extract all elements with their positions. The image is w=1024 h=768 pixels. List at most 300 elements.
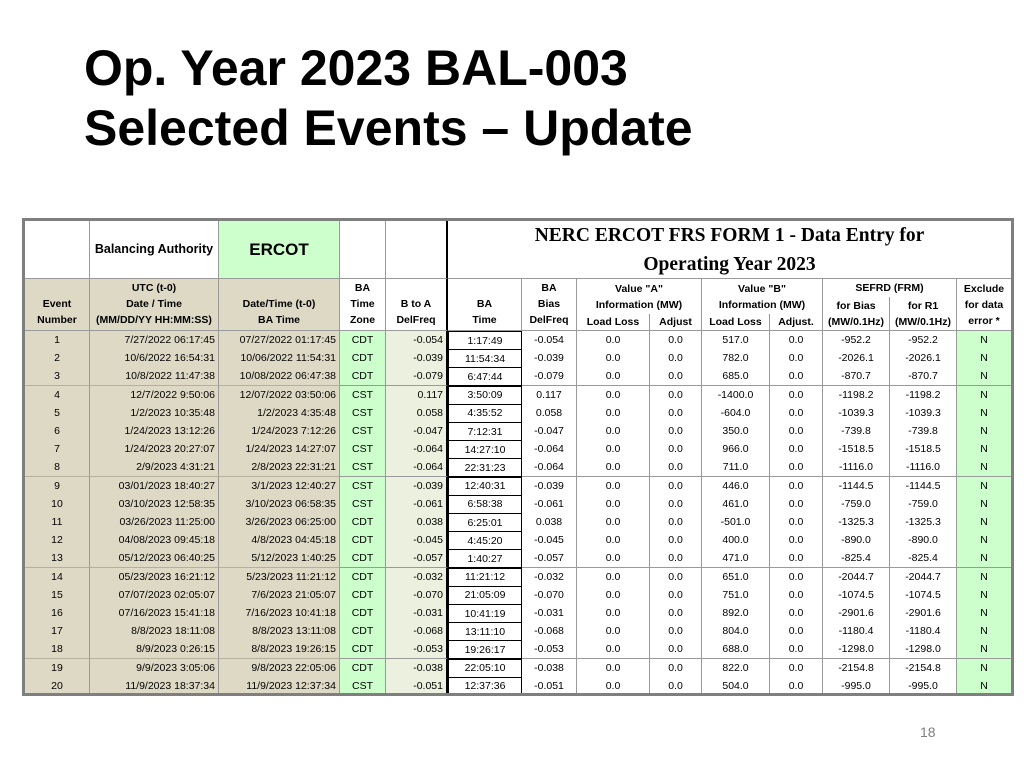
table-cell-local: 9/8/2023 22:05:06 xyxy=(219,659,340,678)
time-zone-header xyxy=(340,279,386,331)
table-cell-b_load: 966.0 xyxy=(702,440,770,459)
blank-header-cell xyxy=(386,221,448,279)
table-cell-batime: 1:40:27 xyxy=(448,549,522,568)
table-cell-bias: -0.038 xyxy=(522,659,577,678)
header-line: DelFreq xyxy=(529,314,569,326)
table-cell-tz: CDT xyxy=(340,604,386,623)
table-cell-exclude: N xyxy=(957,458,1012,477)
table-cell-utc: 7/27/2022 06:17:45 xyxy=(90,331,219,350)
header-line: Information (MW) xyxy=(595,299,683,311)
table-cell-btoa: -0.068 xyxy=(386,622,448,641)
table-cell-a_load: 0.0 xyxy=(577,477,650,496)
table-cell-tz: CDT xyxy=(340,349,386,368)
table-cell-b_adj: 0.0 xyxy=(770,440,823,459)
sefrd-r1-header xyxy=(890,297,957,331)
table-cell-a_load: 0.0 xyxy=(577,367,650,386)
sefrd-bias-header xyxy=(823,297,890,331)
table-cell-b_adj: 0.0 xyxy=(770,458,823,477)
table-cell-btoa: -0.038 xyxy=(386,659,448,678)
table-cell-bias: -0.064 xyxy=(522,458,577,477)
table-cell-a_adj: 0.0 xyxy=(650,586,702,605)
table-cell-event: 2 xyxy=(25,349,90,368)
table-cell-batime: 11:54:34 xyxy=(448,349,522,368)
header-line: BA xyxy=(541,282,557,294)
table-cell-a_adj: 0.0 xyxy=(650,495,702,514)
table-cell-exclude: N xyxy=(957,349,1012,368)
table-cell-sefrd_bias: -739.8 xyxy=(823,422,890,441)
table-cell-b_load: 400.0 xyxy=(702,531,770,550)
table-cell-batime: 1:17:49 xyxy=(448,331,522,350)
table-cell-b_load: 350.0 xyxy=(702,422,770,441)
table-cell-tz: CDT xyxy=(340,622,386,641)
balancing-authority-label-text: Balancing Authority xyxy=(94,242,214,256)
table-cell-local: 11/9/2023 12:37:34 xyxy=(219,677,340,696)
table-cell-sefrd_bias: -1180.4 xyxy=(823,622,890,641)
table-cell-b_adj: 0.0 xyxy=(770,622,823,641)
table-cell-sefrd_bias: -1518.5 xyxy=(823,440,890,459)
table-cell-btoa: -0.051 xyxy=(386,677,448,696)
table-cell-local: 2/8/2023 22:31:21 xyxy=(219,458,340,477)
spreadsheet-image xyxy=(22,218,1014,696)
header-line: UTC (t-0) xyxy=(131,282,177,294)
page-number: 18 xyxy=(920,724,936,740)
table-cell-b_load: 822.0 xyxy=(702,659,770,678)
table-cell-tz: CST xyxy=(340,477,386,496)
table-cell-b_load: 804.0 xyxy=(702,622,770,641)
table-cell-b_adj: 0.0 xyxy=(770,586,823,605)
table-cell-bias: -0.031 xyxy=(522,604,577,623)
header-line: Information (MW) xyxy=(718,299,806,311)
table-cell-btoa: -0.039 xyxy=(386,477,448,496)
table-cell-btoa: -0.045 xyxy=(386,531,448,550)
table-cell-utc: 07/16/2023 15:41:18 xyxy=(90,604,219,623)
table-cell-tz: CST xyxy=(340,386,386,405)
adjust-a-header: Adjust xyxy=(650,314,702,331)
table-cell-local: 8/8/2023 13:11:08 xyxy=(219,622,340,641)
table-cell-a_adj: 0.0 xyxy=(650,422,702,441)
table-cell-a_load: 0.0 xyxy=(577,440,650,459)
table-cell-sefrd_r1: -2026.1 xyxy=(890,349,957,368)
table-cell-batime: 6:25:01 xyxy=(448,513,522,532)
table-cell-b_load: 892.0 xyxy=(702,604,770,623)
table-cell-sefrd_bias: -1074.5 xyxy=(823,586,890,605)
load-loss-a-header: Load Loss xyxy=(577,314,650,331)
table-cell-local: 1/24/2023 7:12:26 xyxy=(219,422,340,441)
table-cell-sefrd_r1: -1180.4 xyxy=(890,622,957,641)
table-cell-a_load: 0.0 xyxy=(577,640,650,659)
table-cell-local: 5/23/2023 11:21:12 xyxy=(219,568,340,587)
table-cell-utc: 8/9/2023 0:26:15 xyxy=(90,640,219,659)
header-line: Date/Time (t-0) xyxy=(242,298,316,310)
table-cell-exclude: N xyxy=(957,604,1012,623)
table-cell-exclude: N xyxy=(957,640,1012,659)
table-cell-batime: 22:05:10 xyxy=(448,659,522,678)
table-cell-utc: 8/8/2023 18:11:08 xyxy=(90,622,219,641)
table-cell-b_adj: 0.0 xyxy=(770,422,823,441)
table-cell-bias: -0.079 xyxy=(522,367,577,386)
header-line: (MW/0.1Hz) xyxy=(895,315,951,328)
header-line: Number xyxy=(37,314,77,326)
table-cell-b_load: 504.0 xyxy=(702,677,770,696)
table-cell-utc: 04/08/2023 09:45:18 xyxy=(90,531,219,550)
table-cell-exclude: N xyxy=(957,586,1012,605)
table-cell-a_adj: 0.0 xyxy=(650,549,702,568)
table-cell-utc: 1/24/2023 13:12:26 xyxy=(90,422,219,441)
table-cell-a_load: 0.0 xyxy=(577,677,650,696)
b-to-a-delfreq-header xyxy=(386,279,448,331)
table-cell-sefrd_bias: -1198.2 xyxy=(823,386,890,405)
table-cell-event: 9 xyxy=(25,477,90,496)
slide-title xyxy=(84,38,693,158)
table-cell-sefrd_bias: -870.7 xyxy=(823,367,890,386)
table-cell-tz: CDT xyxy=(340,549,386,568)
table-cell-exclude: N xyxy=(957,422,1012,441)
table-cell-a_load: 0.0 xyxy=(577,386,650,405)
table-cell-sefrd_r1: -1325.3 xyxy=(890,513,957,532)
table-cell-b_load: 446.0 xyxy=(702,477,770,496)
table-cell-b_adj: 0.0 xyxy=(770,549,823,568)
table-cell-bias: 0.117 xyxy=(522,386,577,405)
table-cell-sefrd_r1: -952.2 xyxy=(890,331,957,350)
table-cell-sefrd_r1: -870.7 xyxy=(890,367,957,386)
table-cell-sefrd_bias: -2044.7 xyxy=(823,568,890,587)
header-line: (MW/0.1Hz) xyxy=(828,315,884,328)
slide-title-line2: Selected Events – Update xyxy=(84,100,693,156)
table-cell-sefrd_bias: -1298.0 xyxy=(823,640,890,659)
table-cell-sefrd_r1: -2154.8 xyxy=(890,659,957,678)
table-cell-event: 16 xyxy=(25,604,90,623)
header-line: BA xyxy=(354,282,371,294)
table-cell-b_load: -1400.0 xyxy=(702,386,770,405)
table-cell-utc: 10/6/2022 16:54:31 xyxy=(90,349,219,368)
table-cell-tz: CDT xyxy=(340,513,386,532)
table-cell-sefrd_r1: -1144.5 xyxy=(890,477,957,496)
table-cell-bias: 0.058 xyxy=(522,404,577,423)
table-cell-batime: 22:31:23 xyxy=(448,458,522,477)
table-cell-sefrd_bias: -952.2 xyxy=(823,331,890,350)
table-cell-btoa: -0.039 xyxy=(386,349,448,368)
table-cell-local: 3/26/2023 06:25:00 xyxy=(219,513,340,532)
table-cell-event: 19 xyxy=(25,659,90,678)
form-title-line1: NERC ERCOT FRS FORM 1 - Data Entry for xyxy=(534,224,925,246)
table-cell-b_adj: 0.0 xyxy=(770,677,823,696)
utc-time-header xyxy=(90,279,219,331)
table-cell-local: 7/6/2023 21:05:07 xyxy=(219,586,340,605)
table-cell-sefrd_r1: -759.0 xyxy=(890,495,957,514)
table-cell-a_load: 0.0 xyxy=(577,549,650,568)
table-cell-exclude: N xyxy=(957,386,1012,405)
ba-time-col-header xyxy=(448,279,522,331)
table-cell-event: 18 xyxy=(25,640,90,659)
table-cell-batime: 6:58:38 xyxy=(448,495,522,514)
event-number-header xyxy=(25,279,90,331)
header-line: Date / Time xyxy=(126,298,182,310)
table-cell-sefrd_bias: -1039.3 xyxy=(823,404,890,423)
table-cell-utc: 03/26/2023 11:25:00 xyxy=(90,513,219,532)
table-cell-b_load: 751.0 xyxy=(702,586,770,605)
table-cell-btoa: -0.053 xyxy=(386,640,448,659)
header-line: DelFreq xyxy=(396,314,436,326)
table-cell-b_load: 782.0 xyxy=(702,349,770,368)
table-cell-tz: CDT xyxy=(340,331,386,350)
table-cell-utc: 05/23/2023 16:21:12 xyxy=(90,568,219,587)
table-cell-b_load: 461.0 xyxy=(702,495,770,514)
table-cell-sefrd_r1: -825.4 xyxy=(890,549,957,568)
table-cell-exclude: N xyxy=(957,659,1012,678)
table-cell-utc: 9/9/2023 3:05:06 xyxy=(90,659,219,678)
sefrd-header: SEFRD (FRM) xyxy=(823,279,957,297)
table-cell-bias: -0.047 xyxy=(522,422,577,441)
table-cell-exclude: N xyxy=(957,677,1012,696)
table-cell-tz: CDT xyxy=(340,586,386,605)
table-cell-batime: 21:05:09 xyxy=(448,586,522,605)
table-cell-utc: 03/10/2023 12:58:35 xyxy=(90,495,219,514)
table-cell-sefrd_bias: -1144.5 xyxy=(823,477,890,496)
table-cell-batime: 3:50:09 xyxy=(448,386,522,405)
table-cell-b_load: 711.0 xyxy=(702,458,770,477)
table-cell-batime: 11:21:12 xyxy=(448,568,522,587)
table-cell-tz: CST xyxy=(340,458,386,477)
table-cell-btoa: -0.061 xyxy=(386,495,448,514)
table-cell-a_load: 0.0 xyxy=(577,513,650,532)
table-cell-exclude: N xyxy=(957,331,1012,350)
table-cell-sefrd_r1: -1116.0 xyxy=(890,458,957,477)
header-line: for Bias xyxy=(836,299,876,312)
header-line: (MM/DD/YY HH:MM:SS) xyxy=(96,314,212,326)
table-cell-sefrd_r1: -2901.6 xyxy=(890,604,957,623)
table-cell-sefrd_bias: -2154.8 xyxy=(823,659,890,678)
table-cell-bias: -0.061 xyxy=(522,495,577,514)
table-cell-a_load: 0.0 xyxy=(577,604,650,623)
table-cell-b_adj: 0.0 xyxy=(770,495,823,514)
table-cell-event: 20 xyxy=(25,677,90,696)
table-cell-tz: CST xyxy=(340,422,386,441)
header-line: Time xyxy=(350,298,375,310)
table-cell-tz: CDT xyxy=(340,640,386,659)
adjust-b-header: Adjust. xyxy=(770,314,823,331)
table-cell-a_load: 0.0 xyxy=(577,568,650,587)
table-cell-sefrd_r1: -739.8 xyxy=(890,422,957,441)
table-cell-b_load: 471.0 xyxy=(702,549,770,568)
table-cell-a_adj: 0.0 xyxy=(650,331,702,350)
table-cell-exclude: N xyxy=(957,513,1012,532)
header-line: error * xyxy=(968,314,1000,327)
table-cell-a_load: 0.0 xyxy=(577,531,650,550)
table-cell-event: 13 xyxy=(25,549,90,568)
table-cell-exclude: N xyxy=(957,622,1012,641)
table-cell-tz: CDT xyxy=(340,367,386,386)
table-cell-a_adj: 0.0 xyxy=(650,440,702,459)
table-cell-local: 4/8/2023 04:45:18 xyxy=(219,531,340,550)
table-cell-bias: -0.070 xyxy=(522,586,577,605)
table-cell-a_adj: 0.0 xyxy=(650,531,702,550)
ba-time-header xyxy=(219,279,340,331)
table-cell-b_adj: 0.0 xyxy=(770,367,823,386)
table-cell-tz: CDT xyxy=(340,531,386,550)
balancing-authority-label xyxy=(90,221,219,279)
table-cell-event: 8 xyxy=(25,458,90,477)
table-cell-sefrd_bias: -2026.1 xyxy=(823,349,890,368)
header-line: Exclude xyxy=(963,282,1005,295)
table-cell-b_adj: 0.0 xyxy=(770,568,823,587)
table-cell-btoa: -0.031 xyxy=(386,604,448,623)
table-cell-btoa: -0.064 xyxy=(386,440,448,459)
table-cell-event: 6 xyxy=(25,422,90,441)
table-cell-batime: 19:26:17 xyxy=(448,640,522,659)
load-loss-b-header: Load Loss xyxy=(702,314,770,331)
header-line: BA xyxy=(476,298,493,310)
header-line: B to A xyxy=(400,298,432,310)
table-cell-event: 15 xyxy=(25,586,90,605)
table-cell-tz: CST xyxy=(340,495,386,514)
table-cell-batime: 12:37:36 xyxy=(448,677,522,696)
table-cell-bias: -0.051 xyxy=(522,677,577,696)
table-cell-bias: -0.032 xyxy=(522,568,577,587)
table-cell-event: 7 xyxy=(25,440,90,459)
table-cell-a_adj: 0.0 xyxy=(650,513,702,532)
table-cell-exclude: N xyxy=(957,404,1012,423)
table-cell-b_adj: 0.0 xyxy=(770,349,823,368)
table-cell-a_load: 0.0 xyxy=(577,458,650,477)
table-cell-bias: -0.068 xyxy=(522,622,577,641)
table-cell-utc: 1/2/2023 10:35:48 xyxy=(90,404,219,423)
table-cell-sefrd_r1: -1074.5 xyxy=(890,586,957,605)
table-cell-exclude: N xyxy=(957,531,1012,550)
table-cell-a_adj: 0.0 xyxy=(650,458,702,477)
table-cell-btoa: -0.047 xyxy=(386,422,448,441)
table-cell-a_adj: 0.0 xyxy=(650,677,702,696)
table-cell-b_adj: 0.0 xyxy=(770,531,823,550)
table-cell-sefrd_r1: -1518.5 xyxy=(890,440,957,459)
table-cell-btoa: -0.057 xyxy=(386,549,448,568)
table-cell-b_adj: 0.0 xyxy=(770,513,823,532)
table-cell-btoa: -0.070 xyxy=(386,586,448,605)
header-line: Time xyxy=(472,314,497,326)
table-cell-sefrd_bias: -825.4 xyxy=(823,549,890,568)
table-cell-btoa: -0.064 xyxy=(386,458,448,477)
table-cell-utc: 03/01/2023 18:40:27 xyxy=(90,477,219,496)
table-cell-b_adj: 0.0 xyxy=(770,640,823,659)
table-cell-btoa: -0.032 xyxy=(386,568,448,587)
table-cell-sefrd_r1: -995.0 xyxy=(890,677,957,696)
table-cell-utc: 05/12/2023 06:40:25 xyxy=(90,549,219,568)
table-cell-a_adj: 0.0 xyxy=(650,367,702,386)
ba-bias-delfreq-header xyxy=(522,279,577,331)
table-cell-bias: -0.039 xyxy=(522,349,577,368)
table-cell-btoa: -0.054 xyxy=(386,331,448,350)
table-cell-a_load: 0.0 xyxy=(577,404,650,423)
table-cell-sefrd_bias: -1116.0 xyxy=(823,458,890,477)
table-cell-event: 11 xyxy=(25,513,90,532)
exclude-header xyxy=(957,279,1012,331)
table-cell-a_load: 0.0 xyxy=(577,659,650,678)
header-line: for R1 xyxy=(907,299,939,312)
table-cell-sefrd_r1: -1039.3 xyxy=(890,404,957,423)
table-cell-local: 1/2/2023 4:35:48 xyxy=(219,404,340,423)
table-cell-bias: -0.064 xyxy=(522,440,577,459)
table-cell-b_adj: 0.0 xyxy=(770,477,823,496)
table-cell-batime: 10:41:19 xyxy=(448,604,522,623)
table-cell-bias: -0.039 xyxy=(522,477,577,496)
table-cell-event: 14 xyxy=(25,568,90,587)
table-cell-exclude: N xyxy=(957,440,1012,459)
table-cell-b_load: -501.0 xyxy=(702,513,770,532)
table-cell-batime: 4:35:52 xyxy=(448,404,522,423)
table-cell-local: 10/08/2022 06:47:38 xyxy=(219,367,340,386)
blank-header-cell xyxy=(340,221,386,279)
table-cell-sefrd_r1: -1198.2 xyxy=(890,386,957,405)
table-cell-btoa: -0.079 xyxy=(386,367,448,386)
table-cell-batime: 6:47:44 xyxy=(448,367,522,386)
table-cell-b_load: 651.0 xyxy=(702,568,770,587)
table-cell-batime: 12:40:31 xyxy=(448,477,522,496)
table-cell-event: 5 xyxy=(25,404,90,423)
table-cell-event: 10 xyxy=(25,495,90,514)
table-cell-b_load: 688.0 xyxy=(702,640,770,659)
table-cell-a_load: 0.0 xyxy=(577,495,650,514)
header-line: Value "A" xyxy=(615,283,663,295)
balancing-authority-value: ERCOT xyxy=(219,221,340,279)
form-title xyxy=(448,221,1012,279)
table-cell-local: 12/07/2022 03:50:06 xyxy=(219,386,340,405)
table-cell-bias: -0.057 xyxy=(522,549,577,568)
table-cell-local: 7/16/2023 10:41:18 xyxy=(219,604,340,623)
table-cell-sefrd_bias: -2901.6 xyxy=(823,604,890,623)
slide-title-line1: Op. Year 2023 BAL-003 xyxy=(84,40,628,96)
header-line: Event xyxy=(42,298,72,310)
table-cell-exclude: N xyxy=(957,477,1012,496)
table-cell-utc: 1/24/2023 20:27:07 xyxy=(90,440,219,459)
form-title-line2: Operating Year 2023 xyxy=(643,253,816,275)
table-cell-local: 3/1/2023 12:40:27 xyxy=(219,477,340,496)
table-cell-a_adj: 0.0 xyxy=(650,349,702,368)
table-cell-bias: 0.038 xyxy=(522,513,577,532)
table-cell-tz: CST xyxy=(340,404,386,423)
header-line: BA Time xyxy=(257,314,300,326)
table-cell-a_adj: 0.0 xyxy=(650,386,702,405)
table-cell-tz: CST xyxy=(340,440,386,459)
table-cell-b_adj: 0.0 xyxy=(770,331,823,350)
table-cell-btoa: 0.058 xyxy=(386,404,448,423)
header-line: Bias xyxy=(537,298,561,310)
header-line: for data xyxy=(964,298,1004,311)
table-cell-a_adj: 0.0 xyxy=(650,659,702,678)
table-cell-btoa: 0.038 xyxy=(386,513,448,532)
table-cell-event: 3 xyxy=(25,367,90,386)
table-cell-b_load: 685.0 xyxy=(702,367,770,386)
table-cell-a_load: 0.0 xyxy=(577,586,650,605)
table-cell-event: 12 xyxy=(25,531,90,550)
table-cell-sefrd_r1: -1298.0 xyxy=(890,640,957,659)
table-cell-a_load: 0.0 xyxy=(577,622,650,641)
table-cell-local: 8/8/2023 19:26:15 xyxy=(219,640,340,659)
blank-header-cell xyxy=(25,221,90,279)
table-cell-a_adj: 0.0 xyxy=(650,604,702,623)
table-cell-sefrd_r1: -890.0 xyxy=(890,531,957,550)
table-cell-sefrd_bias: -1325.3 xyxy=(823,513,890,532)
table-cell-bias: -0.053 xyxy=(522,640,577,659)
table-cell-local: 3/10/2023 06:58:35 xyxy=(219,495,340,514)
table-cell-a_adj: 0.0 xyxy=(650,404,702,423)
table-cell-utc: 11/9/2023 18:37:34 xyxy=(90,677,219,696)
table-cell-a_adj: 0.0 xyxy=(650,622,702,641)
table-cell-a_load: 0.0 xyxy=(577,331,650,350)
table-cell-a_adj: 0.0 xyxy=(650,568,702,587)
table-cell-batime: 4:45:20 xyxy=(448,531,522,550)
table-cell-b_adj: 0.0 xyxy=(770,659,823,678)
table-cell-local: 10/06/2022 11:54:31 xyxy=(219,349,340,368)
header-line: Zone xyxy=(349,314,376,326)
